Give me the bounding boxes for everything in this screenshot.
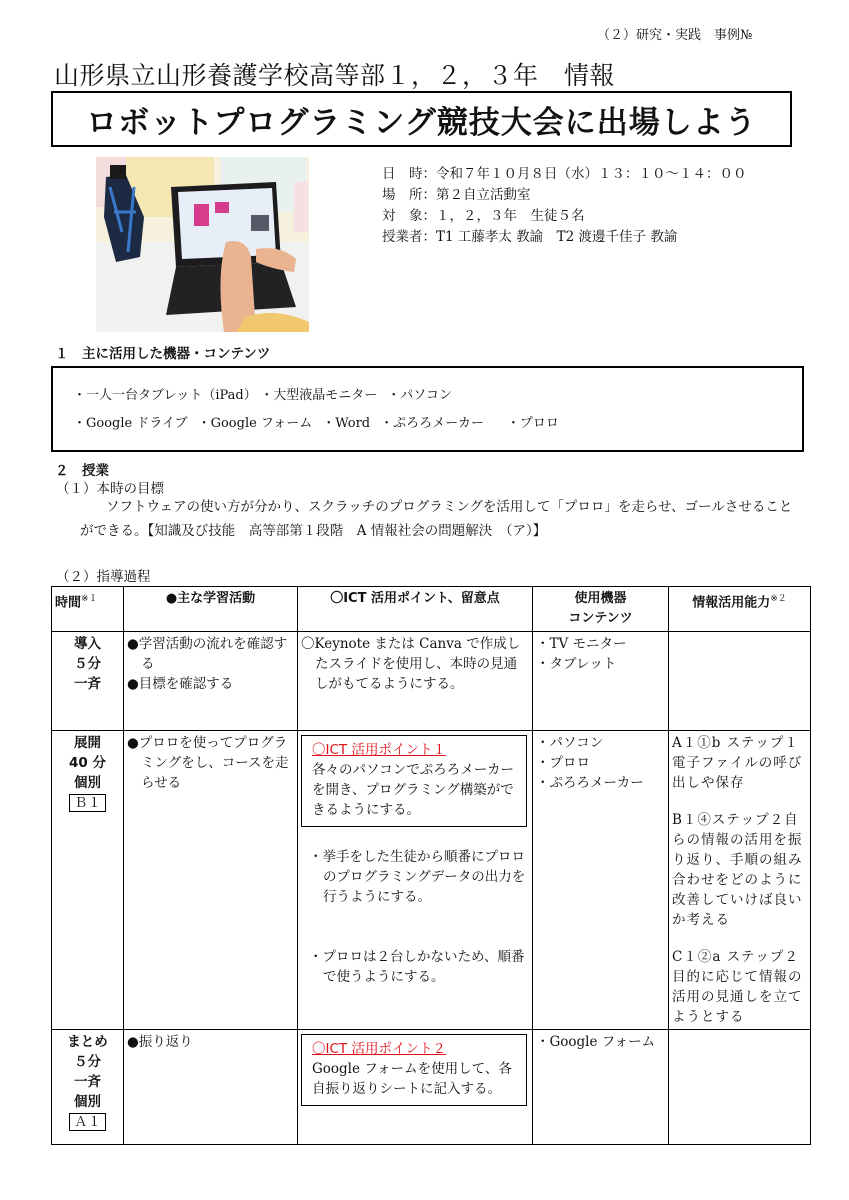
ict-point-title: 〇ICT 活用ポイント２ bbox=[312, 1041, 446, 1057]
activity-cell bbox=[124, 632, 298, 731]
device-item: ・パソコン bbox=[387, 388, 453, 403]
time-cell bbox=[52, 1030, 124, 1145]
ability-cell bbox=[669, 731, 811, 1030]
ict-note: ・挙手をした生徒から順番にプロロのプログラミングデータの出力を行うようにする。 bbox=[309, 849, 526, 905]
devices-line-1 bbox=[73, 382, 802, 410]
devices-box bbox=[51, 366, 804, 452]
lesson-goal: ソフトウェアの使い方が分かり、スクラッチのプログラミングを活用して「プロロ」を走らせ、ゴールさせることができる。【知識及び技能 高等部第１段階 A 情報社会の問題解決 （ア）】 bbox=[80, 499, 793, 539]
device-item: ・Word bbox=[322, 416, 371, 431]
time-cell bbox=[52, 731, 124, 1030]
header-label: コンテンツ bbox=[568, 611, 633, 626]
info-row-datetime bbox=[382, 164, 747, 185]
footnote-mark: ※２ bbox=[770, 594, 787, 604]
photo-illustration bbox=[96, 157, 309, 332]
device-item: ・大型液晶モニター bbox=[260, 388, 378, 403]
ability-badge: Ａ１ bbox=[69, 1113, 106, 1131]
header-ability bbox=[669, 587, 811, 632]
table-row-development bbox=[52, 731, 811, 1030]
time-cell bbox=[52, 632, 124, 731]
table-row-summary bbox=[52, 1030, 811, 1145]
grouping: 一斉 bbox=[74, 1074, 101, 1090]
ability-item: B１④ステップ２自らの情報の活用を振り返り、手順の組み合わせをどのように改善していけば良いか考える bbox=[672, 812, 803, 928]
device-item: ・プロロ bbox=[536, 755, 590, 771]
activity-cell bbox=[124, 731, 298, 1030]
ict-cell bbox=[298, 1030, 533, 1145]
phase-label: 導入 bbox=[74, 636, 101, 652]
table-header-row bbox=[52, 587, 811, 632]
activity-item: ●プロロを使ってプログラミングをし、コースを走らせる bbox=[127, 735, 289, 791]
activity-item: ●学習活動の流れを確認する bbox=[127, 636, 288, 672]
lesson-info bbox=[382, 164, 747, 248]
device-cell bbox=[533, 731, 669, 1030]
grouping: 個別 bbox=[74, 1094, 101, 1110]
info-label: 場 所： bbox=[382, 187, 436, 203]
ability-cell bbox=[669, 632, 811, 731]
duration: 40 分 bbox=[69, 755, 106, 771]
ict-point-box bbox=[301, 1034, 527, 1106]
device-item: ・一人一台タブレット（iPad） bbox=[73, 388, 251, 403]
header-label: 情報活用能力 bbox=[692, 595, 771, 611]
device-item: ・Google フォーム bbox=[197, 416, 313, 431]
info-row-teachers bbox=[382, 227, 747, 248]
info-label: 対 象： bbox=[382, 208, 436, 224]
device-item: ・タブレット bbox=[536, 656, 617, 672]
ict-note: 〇Keynote または Canva で作成したスライドを使用し、本時の見通しがもてるようにする。 bbox=[301, 636, 521, 692]
phase-label: まとめ bbox=[67, 1034, 108, 1050]
info-value: T1 工藤孝太 教諭 T2 渡邊千佳子 教諭 bbox=[436, 229, 678, 245]
header-label: 時間 bbox=[55, 595, 82, 611]
device-item: ・ぷろろメーカー bbox=[380, 416, 484, 431]
ict-cell bbox=[298, 632, 533, 731]
duration: ５分 bbox=[74, 656, 101, 672]
info-value: 第２自立活動室 bbox=[436, 187, 531, 203]
ict-cell bbox=[298, 731, 533, 1030]
lesson-photo bbox=[96, 157, 309, 332]
ability-item: C１②a ステップ２目的に応じて情報の活用の見通しを立てようとする bbox=[672, 949, 803, 1025]
section-heading-lesson: ２ 授業 bbox=[55, 463, 109, 479]
school-title: 山形県立山形養護学校高等部１，２，３年 情報 bbox=[54, 61, 616, 90]
activity-item: ●振り返り bbox=[127, 1034, 193, 1050]
grouping: 個別 bbox=[74, 775, 101, 791]
ict-point-title: 〇ICT 活用ポイント１ bbox=[312, 742, 446, 758]
device-item: ・パソコン bbox=[536, 735, 604, 751]
ict-point-text: Google フォームを使用して、各自振り返りシートに記入する。 bbox=[312, 1061, 512, 1097]
info-value: １，２，３年 生徒５名 bbox=[436, 208, 585, 224]
table-row-intro bbox=[52, 632, 811, 731]
header-label: 使用機器 bbox=[574, 591, 627, 606]
info-label: 日 時： bbox=[382, 166, 436, 182]
subheading-process: （２）指導過程 bbox=[56, 569, 151, 585]
activity-cell bbox=[124, 1030, 298, 1145]
device-item: ・Google フォーム bbox=[536, 1034, 656, 1050]
header-activity: ●主な学習活動 bbox=[124, 587, 298, 632]
phase-label: 展開 bbox=[74, 735, 101, 751]
info-row-target bbox=[382, 206, 747, 227]
ability-cell bbox=[669, 1030, 811, 1145]
ict-note: ・プロロは２台しかないため、順番で使うようにする。 bbox=[309, 949, 525, 985]
header-ict: 〇ICT 活用ポイント、留意点 bbox=[298, 587, 533, 632]
device-cell bbox=[533, 632, 669, 731]
device-cell bbox=[533, 1030, 669, 1145]
devices-line-2 bbox=[73, 410, 802, 438]
ability-badge: Ｂ１ bbox=[69, 794, 106, 812]
section-heading-devices: １ 主に活用した機器・コンテンツ bbox=[55, 346, 271, 362]
ict-point-text: 各々のパソコンでぷろろメーカーを開き、プログラミング構築ができるようにする。 bbox=[312, 762, 514, 818]
teaching-process-table bbox=[51, 586, 811, 1145]
device-item: ・TV モニター bbox=[536, 636, 627, 652]
main-title-box bbox=[51, 91, 792, 147]
info-label: 授業者： bbox=[382, 229, 436, 245]
device-item: ・プロロ bbox=[493, 416, 559, 431]
ability-item: A１①b ステップ１電子ファイルの呼び出しや保存 bbox=[672, 735, 803, 791]
device-item: ・ぷろろメーカー bbox=[536, 775, 644, 791]
subheading-goal: （１）本時の目標 bbox=[56, 481, 164, 497]
device-item: ・Google ドライブ bbox=[73, 416, 188, 431]
activity-item: ●目標を確認する bbox=[127, 676, 234, 692]
page-title: ロボットプログラミング競技大会に出場しよう bbox=[86, 104, 757, 141]
duration: ５分 bbox=[74, 1054, 101, 1070]
info-row-place bbox=[382, 185, 747, 206]
info-value: 令和７年１０月８日（水）１３：１０〜１４：００ bbox=[436, 166, 747, 182]
grouping: 一斉 bbox=[74, 676, 101, 692]
header-time bbox=[52, 587, 124, 632]
case-number-label: （２）研究・実践 事例№ bbox=[597, 28, 753, 43]
ict-point-box bbox=[301, 735, 527, 827]
footnote-mark: ※１ bbox=[81, 594, 98, 604]
header-devices bbox=[533, 587, 669, 632]
